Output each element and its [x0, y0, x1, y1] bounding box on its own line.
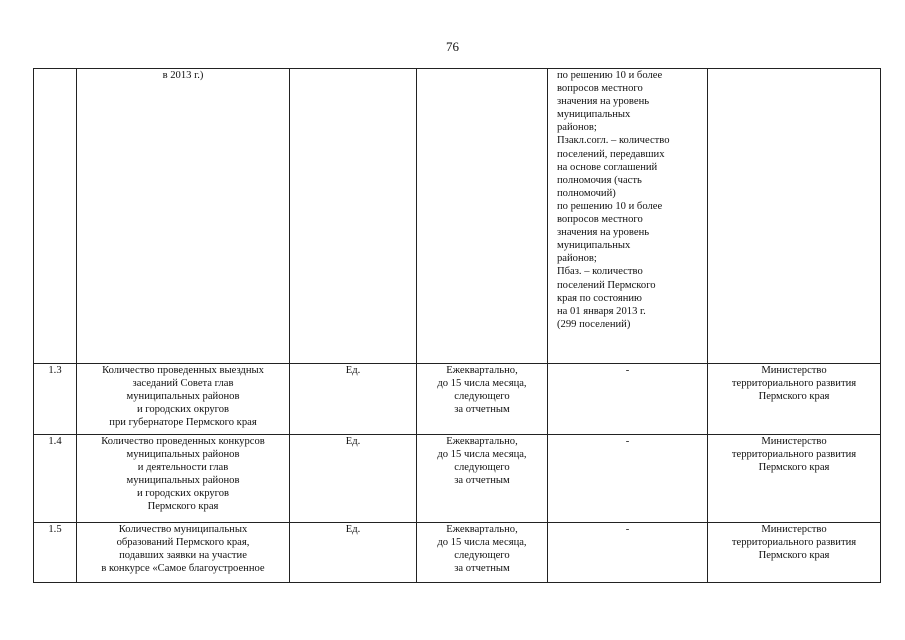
text-line: Министерство	[761, 436, 827, 447]
cell-num	[34, 69, 77, 364]
text-line: до 15 числа месяца,	[437, 449, 527, 461]
text-line: поселений, передавших	[557, 148, 665, 160]
cell-unit: Ед.	[290, 435, 417, 523]
text-line: за отчетным	[454, 475, 510, 487]
cell-num: 1.3	[34, 364, 77, 435]
text-line: значения на уровень	[557, 227, 650, 239]
cell-indicator-name	[77, 69, 290, 364]
text-line: муниципальных	[557, 109, 631, 121]
text-line: муниципальных районов	[126, 449, 240, 461]
text-line: значения на уровень	[557, 96, 650, 108]
table-row-continuation	[34, 69, 881, 364]
text-line: и городских округов	[136, 488, 230, 500]
cell-formula: -	[548, 435, 708, 523]
indicator-table	[33, 68, 881, 583]
text-line: территориального развития	[731, 378, 857, 390]
cell-responsible	[708, 364, 881, 435]
text-line: образований Пермского края,	[116, 537, 250, 549]
text-line: следующего	[454, 462, 510, 474]
cell-formula: -	[548, 364, 708, 435]
text-line: при губернаторе Пермского края	[109, 417, 257, 429]
text-line: Пермского края	[147, 501, 219, 513]
cell-unit: Ед.	[290, 523, 417, 583]
text-line: Ежеквартально,	[446, 524, 518, 535]
text-line: Министерство	[761, 365, 827, 376]
text-line: за отчетным	[454, 404, 510, 416]
text-line: полномочий)	[557, 187, 616, 199]
table-row	[34, 364, 881, 435]
page-number: 76	[446, 39, 459, 54]
text-line: территориального развития	[731, 449, 857, 461]
text-line: Пермского края	[758, 391, 830, 403]
text-line: Ежеквартально,	[446, 436, 518, 447]
text-line: вопросов местного	[557, 83, 643, 95]
text-line: муниципальных районов	[126, 391, 240, 403]
cell-formula: -	[548, 523, 708, 583]
text-line: вопросов местного	[557, 214, 643, 226]
text-line: и городских округов	[136, 404, 230, 416]
text-line: подавших заявки на участие	[119, 550, 247, 562]
text-line: до 15 числа месяца,	[437, 537, 527, 549]
text-line: Пермского края	[758, 462, 830, 474]
text-line: районов;	[557, 253, 597, 265]
cell-responsible	[708, 523, 881, 583]
text-line: муниципальных	[557, 240, 631, 252]
text-line: территориального развития	[731, 537, 857, 549]
text-line: Пермского края	[758, 550, 830, 562]
cell-indicator-name	[77, 435, 290, 523]
cell-num: 1.4	[34, 435, 77, 523]
text-line: края по состоянию	[557, 292, 642, 304]
cell-period	[417, 435, 548, 523]
text-line: в конкурсе «Самое благоустроенное	[101, 563, 265, 575]
cell-unit	[290, 69, 417, 364]
text-line: заседаний Совета глав	[132, 378, 234, 390]
text-line: поселений Пермского	[557, 279, 656, 291]
cell-num: 1.5	[34, 523, 77, 583]
text-line: до 15 числа месяца,	[437, 378, 527, 390]
text-line: следующего	[454, 391, 510, 403]
text-line: Пбаз. – количество	[557, 266, 643, 278]
text-line: (299 поселений)	[557, 318, 631, 330]
text-line: по решению 10 и более	[557, 70, 663, 81]
text-line: и деятельности глав	[137, 462, 229, 474]
text-line: районов;	[557, 122, 597, 134]
cell-period	[417, 364, 548, 435]
text-line: Пзакл.согл. – количество	[557, 135, 670, 147]
text-line: Ежеквартально,	[446, 365, 518, 376]
table-row	[34, 523, 881, 583]
text-line: Министерство	[761, 524, 827, 535]
text-line: на 01 января 2013 г.	[557, 305, 646, 317]
text-line: Количество проведенных конкурсов	[101, 436, 265, 447]
cell-responsible	[708, 69, 881, 364]
text-line: по решению 10 и более	[557, 200, 663, 212]
cell-formula	[548, 69, 708, 364]
text-line: на основе соглашений	[557, 161, 658, 173]
text-line: за отчетным	[454, 563, 510, 575]
cell-indicator-name	[77, 364, 290, 435]
table-row	[34, 435, 881, 523]
cell-period	[417, 523, 548, 583]
text-line: в 2013 г.)	[162, 70, 204, 81]
cell-period	[417, 69, 548, 364]
cell-indicator-name	[77, 523, 290, 583]
cell-responsible	[708, 435, 881, 523]
text-line: Количество муниципальных	[118, 524, 248, 535]
cell-unit: Ед.	[290, 364, 417, 435]
text-line: Количество проведенных выездных	[102, 365, 264, 376]
text-line: муниципальных районов	[126, 475, 240, 487]
text-line: следующего	[454, 550, 510, 562]
text-line: полномочия (часть	[557, 174, 642, 186]
